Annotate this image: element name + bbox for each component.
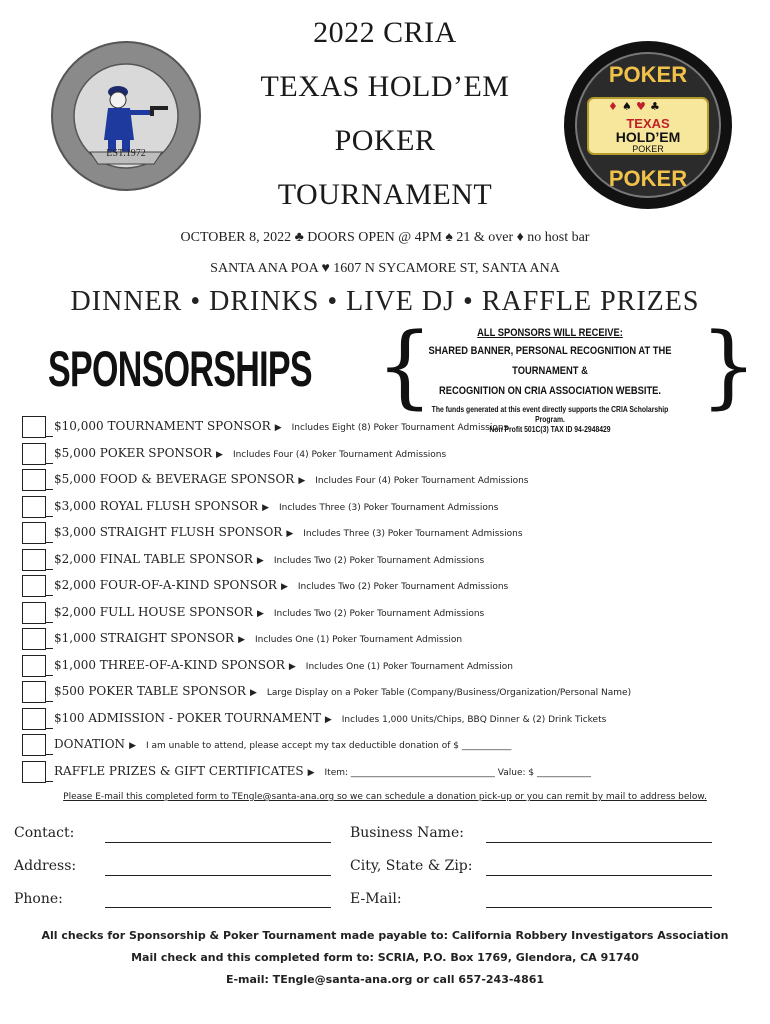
arrow-right-icon: ▶ <box>216 449 223 460</box>
sponsor-level-row <box>22 628 762 654</box>
sponsor-level-row <box>22 549 762 575</box>
svg-text:♣: ♣ <box>650 100 660 113</box>
city-state-zip-label: City, State & Zip: <box>350 858 473 874</box>
arrow-right-icon: ▶ <box>307 767 315 778</box>
chip-holdem-text: HOLD’EM <box>615 129 681 145</box>
title-line-1: 2022 CRIA <box>313 16 457 49</box>
arrow-right-icon: ▶ <box>262 502 270 513</box>
chip-bottom-text: POKER <box>608 166 688 191</box>
phone-label: Phone: <box>14 891 63 907</box>
sponsor-level-label: $1,000 STRAIGHT SPONSOR <box>54 631 235 645</box>
sponsor-checkbox[interactable] <box>22 575 46 597</box>
checkbox-underline <box>46 595 53 596</box>
sponsor-level-description: Includes One (1) Poker Tournament Admission <box>305 661 513 672</box>
sponsor-level-row <box>22 443 762 469</box>
sponsor-level-text <box>54 711 606 725</box>
sponsor-level-description: Includes Three (3) Poker Tournament Admissions <box>279 502 499 513</box>
checkbox-underline <box>46 754 53 755</box>
svg-text:♦: ♦ <box>608 100 618 113</box>
sponsor-checkbox[interactable] <box>22 655 46 677</box>
sponsor-level-text <box>54 525 523 539</box>
event-venue-line: SANTA ANA POA ♥ 1607 N SYCAMORE ST, SANTA ANA <box>210 261 560 276</box>
sponsor-level-description: Includes Eight (8) Poker Tournament Admissions <box>291 423 509 433</box>
checkbox-underline <box>46 542 53 543</box>
sponsor-level-row <box>22 575 762 601</box>
arrow-right-icon: ▶ <box>286 529 294 539</box>
sponsor-level-description: I am unable to attend, please accept my tax deductible donation of $ ___________ <box>145 741 512 751</box>
sponsor-level-description: Includes One (1) Poker Tournament Admission <box>255 635 463 645</box>
sponsor-level-text <box>54 764 591 778</box>
business-name-label: Business Name: <box>350 825 464 841</box>
sponsor-level-description: Includes Two (2) Poker Tournament Admissions <box>297 582 509 592</box>
sponsor-level-row <box>22 602 762 628</box>
sponsor-level-description: Includes Two (2) Poker Tournament Admissions <box>273 608 485 619</box>
contact-field[interactable] <box>105 842 331 843</box>
sponsor-level-row <box>22 655 762 681</box>
email-label: E-Mail: <box>350 891 402 907</box>
benefit-line-2: RECOGNITION ON CRIA ASSOCIATION WEBSITE. <box>439 385 661 397</box>
sponsor-level-description: Includes Four (4) Poker Tournament Admissions <box>315 476 529 486</box>
arrow-right-icon: ▶ <box>274 423 282 433</box>
footer-contact-email: E-mail: TEngle@santa-ana.org or call 657-243-4861 <box>225 973 545 986</box>
sponsor-level-label: $5,000 POKER SPONSOR <box>54 445 213 460</box>
checkbox-underline <box>46 516 53 517</box>
chip-top-text: POKER <box>608 62 688 87</box>
sponsor-level-label: $100 ADMISSION - POKER TOURNAMENT <box>54 710 321 725</box>
sponsor-level-label: $2,000 FINAL TABLE SPONSOR <box>54 551 253 566</box>
left-brace: { <box>376 314 434 419</box>
email-instructions: Please E-mail this completed form to TEngle@santa-ana.org so we can schedule a donation pick-up or you can remit by mail to address below. <box>63 792 707 802</box>
sponsor-level-label: RAFFLE PRIZES & GIFT CERTIFICATES <box>54 763 304 778</box>
checkbox-underline <box>46 489 53 490</box>
cria-seal-logo <box>50 40 202 192</box>
city-state-zip-field[interactable] <box>486 875 712 876</box>
footer-mail-address: Mail check and this completed form to: SCRIA, P.O. Box 1769, Glendora, CA 91740 <box>131 951 639 964</box>
sponsor-level-label: $1,000 THREE-OF-A-KIND SPONSOR <box>54 657 285 672</box>
sponsor-level-row <box>22 708 762 734</box>
title-line-3: POKER <box>334 124 436 157</box>
checkbox-underline <box>46 781 53 782</box>
checkbox-underline <box>46 436 53 437</box>
checkbox-underline <box>46 648 53 649</box>
seal-est-text: EST.1972 <box>106 148 146 159</box>
checkbox-underline <box>46 622 53 623</box>
arrow-right-icon: ▶ <box>288 661 296 672</box>
sponsorships-heading: SPONSORSHIPS <box>48 341 312 397</box>
sponsor-level-row <box>22 416 762 442</box>
sponsor-checkbox[interactable] <box>22 469 46 491</box>
footer-checks-payable: All checks for Sponsorship & Poker Tournament made payable to: California Robbery Investigators Association <box>41 929 729 942</box>
event-date-line: OCTOBER 8, 2022 ♣ DOORS OPEN @ 4PM ♠ 21 & over ♦ no host bar <box>180 230 590 245</box>
sponsor-level-label: $10,000 TOURNAMENT SPONSOR <box>54 419 271 433</box>
sponsor-level-description: Includes Two (2) Poker Tournament Admissions <box>273 555 485 566</box>
sponsor-checkbox[interactable] <box>22 522 46 544</box>
sponsor-level-row <box>22 761 762 787</box>
sponsor-level-text <box>54 684 631 698</box>
sponsor-level-label: DONATION <box>54 737 126 751</box>
arrow-right-icon: ▶ <box>256 608 264 619</box>
sponsor-level-text <box>54 446 446 460</box>
fine-print-1: The funds generated at this event directly supports the CRIA Scholarship Program. <box>431 405 669 424</box>
sponsor-level-row <box>22 469 762 495</box>
right-brace: } <box>700 314 758 419</box>
sponsor-level-row <box>22 496 762 522</box>
sponsor-level-label: $3,000 STRAIGHT FLUSH SPONSOR <box>54 525 283 539</box>
contact-label: Contact: <box>14 825 75 841</box>
checkbox-underline <box>46 463 53 464</box>
sponsor-level-description: Large Display on a Poker Table (Company/Business/Organization/Personal Name) <box>266 688 632 698</box>
chip-texas-text: TEXAS <box>626 116 670 131</box>
all-sponsors-heading: ALL SPONSORS WILL RECEIVE: <box>477 327 623 339</box>
sponsor-checkbox[interactable] <box>22 602 46 624</box>
sponsor-level-text <box>54 605 484 619</box>
business-name-field[interactable] <box>486 842 712 843</box>
sponsor-level-label: $5,000 FOOD & BEVERAGE SPONSOR <box>54 472 295 486</box>
sponsor-level-description: Item: ________________________________ Value: $ ____________ <box>324 767 591 778</box>
sponsor-checkbox[interactable] <box>22 734 46 756</box>
sponsor-checkbox[interactable] <box>22 496 46 518</box>
sponsor-level-text <box>54 472 529 486</box>
sponsor-level-text <box>54 631 462 645</box>
chip-mid-text: POKER <box>632 144 664 154</box>
arrow-right-icon: ▶ <box>324 714 332 725</box>
arrow-right-icon: ▶ <box>249 688 257 698</box>
sponsor-level-text <box>54 578 508 592</box>
title-line-4: TOURNAMENT <box>277 178 493 211</box>
sponsor-level-row <box>22 734 762 760</box>
arrow-right-icon: ▶ <box>298 476 306 486</box>
sponsor-level-text <box>54 658 513 672</box>
sponsor-level-label: $2,000 FOUR-OF-A-KIND SPONSOR <box>54 578 277 592</box>
svg-text:♥: ♥ <box>636 100 646 113</box>
svg-text:♠: ♠ <box>622 100 632 113</box>
sponsor-checkbox[interactable] <box>22 708 46 730</box>
email-field[interactable] <box>486 907 712 908</box>
sponsor-checkbox[interactable] <box>22 681 46 703</box>
title-line-2: TEXAS HOLD’EM <box>260 70 510 103</box>
fine-print-2: Non Profit 501C(3) TAX ID 94-2948429 <box>489 425 611 434</box>
address-field[interactable] <box>105 875 331 876</box>
checkbox-underline <box>46 675 53 676</box>
sponsor-level-text <box>54 419 508 433</box>
sponsor-level-row <box>22 522 762 548</box>
sponsor-level-text <box>54 499 498 513</box>
sponsor-level-description: Includes Three (3) Poker Tournament Admissions <box>303 529 523 539</box>
benefit-line-1: SHARED BANNER, PERSONAL RECOGNITION AT THE TOURNAMENT & <box>428 345 672 377</box>
sponsor-level-description: Includes Four (4) Poker Tournament Admissions <box>232 449 447 460</box>
checkbox-underline <box>46 728 53 729</box>
sponsor-checkbox[interactable] <box>22 416 46 438</box>
sponsor-level-row <box>22 681 762 707</box>
sponsor-checkbox[interactable] <box>22 761 46 783</box>
arrow-right-icon: ▶ <box>238 635 245 645</box>
sponsor-level-text <box>54 737 511 751</box>
sponsor-checkbox[interactable] <box>22 628 46 650</box>
checkbox-underline <box>46 569 53 570</box>
sponsor-level-label: $3,000 ROYAL FLUSH SPONSOR <box>54 498 259 513</box>
arrow-right-icon: ▶ <box>280 582 288 592</box>
sponsor-level-label: $2,000 FULL HOUSE SPONSOR <box>54 604 253 619</box>
address-label: Address: <box>14 858 77 874</box>
checkbox-underline <box>46 701 53 702</box>
arrow-right-icon: ▶ <box>129 741 136 751</box>
arrow-right-icon: ▶ <box>256 555 264 566</box>
sponsor-level-label: $500 POKER TABLE SPONSOR <box>54 684 246 698</box>
sponsor-level-text <box>54 552 484 566</box>
event-banner: DINNER • DRINKS • LIVE DJ • RAFFLE PRIZES <box>70 286 700 317</box>
sponsor-level-description: Includes 1,000 Units/Chips, BBQ Dinner & (2) Drink Tickets <box>341 714 607 725</box>
sponsor-checkbox[interactable] <box>22 443 46 465</box>
phone-field[interactable] <box>105 907 331 908</box>
sponsor-checkbox[interactable] <box>22 549 46 571</box>
